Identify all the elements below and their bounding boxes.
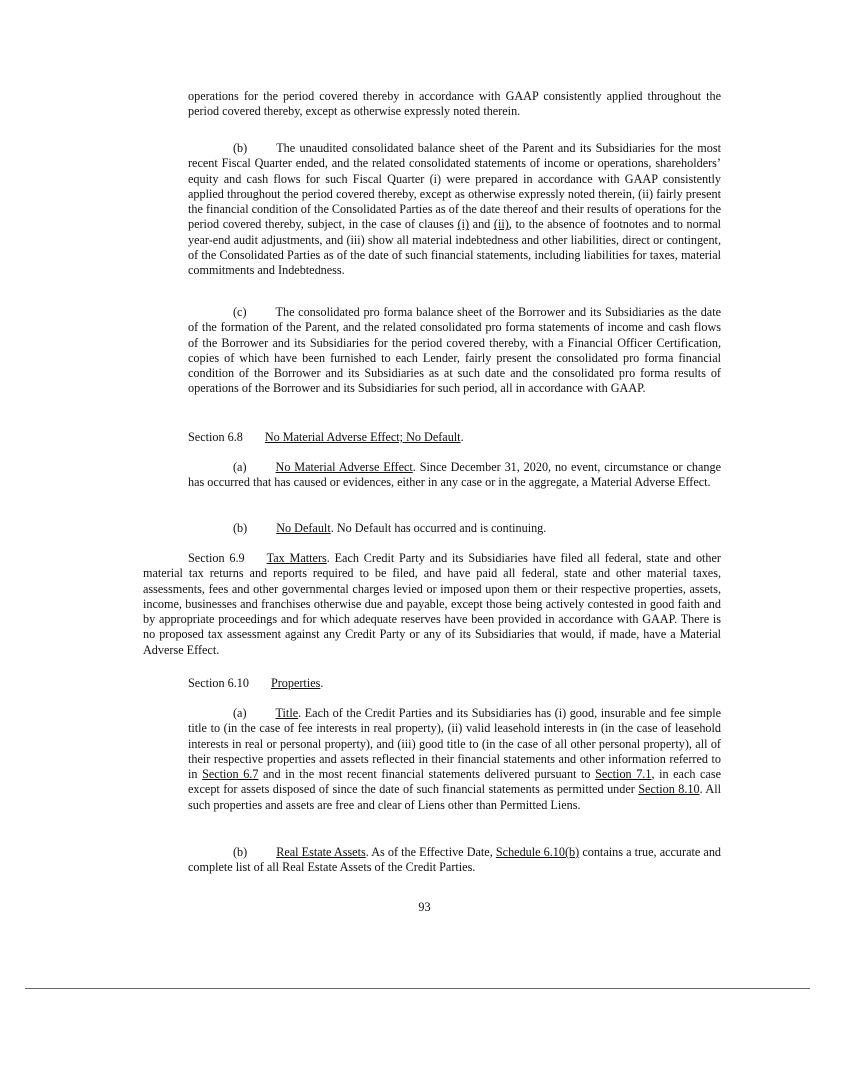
clause-ref-ii: (ii) xyxy=(493,217,509,232)
paragraph-6-9: Section 6.9 Tax Matters. Each Credit Party and its Subsidiaries have filed all federal, state and other material tax returns and reports required to be filed, and have paid all federal, state and other material taxes, assessments, fees and other governmental charges levied or imposed upon them or their respective properties, assets, income, businesses and franchises otherwise due and payable, except those being actively contested in good faith and by appropriate proceedings and for which adequate reserves have been provided in accordance with GAAP. There is no proposed tax assessment against any Credit Party or any of its Subsidiaries that would, if made, have a Material Adverse Effect. xyxy=(143,551,721,657)
paragraph-6-8-a: (a) No Material Adverse Effect. Since December 31, 2020, no event, circumstance or change has occurred that has caused or evidences, either in any case or in the aggregate, a Material Adverse Effect. xyxy=(188,460,721,490)
clause-marker: (c) xyxy=(233,305,247,319)
section-title: Properties xyxy=(270,676,321,690)
clause-marker: (b) xyxy=(233,845,248,859)
clause-marker: (b) xyxy=(233,521,248,535)
page-divider xyxy=(25,988,810,989)
paragraph-6-8-b: (b) No Default. No Default has occurred and is continuing. xyxy=(233,521,547,535)
schedule-ref: Schedule 6.10(b) xyxy=(495,845,580,859)
clause-title: Title xyxy=(275,706,299,720)
section-label: Section 6.10 xyxy=(188,676,249,690)
clause-marker: (a) xyxy=(233,460,247,474)
section-ref-6-7: Section 6.7 xyxy=(202,767,259,782)
page-number: 93 xyxy=(418,900,431,914)
section-title: Tax Matters xyxy=(266,551,327,565)
paragraph-6-7-b: (b) The unaudited consolidated balance sheet of the Parent and its Subsidiaries for the most recent Fiscal Quarter ended, and the related consolidated statements of income or operations, shareholders’ equity and cash flows for such Fiscal Quarter (i) were prepared in accordance with GAAP consistently applied throughout the period covered thereby, except as otherwise expressly noted therein, (ii) fairly present the financial condition of the Consolidated Parties as of the date thereof and their results of operations for the period covered thereby, subject, in the case of clauses (i) and (ii), to the absence of footnotes and to normal year-end audit adjustments, and (iii) show all material indebtedness and other liabilities, direct or contingent, of the Consolidated Parties as of the date of such financial statements, including liabilities for taxes, material commitments and Indebtedness. xyxy=(188,141,721,278)
paragraph-6-10-a: (a) Title. Each of the Credit Parties and its Subsidiaries has (i) good, insurable and fee simple title to (in the case of fee interests in real property), (ii) valid leasehold interests in (in the case of leasehold interests in real or personal property), and (iii) good title to (in the case of all other personal property), all of their respective properties and assets reflected in their financial statements and other information referred to in Section 6.7 and in the most recent financial statements delivered pursuant to Section 7.1, in each case except for assets disposed of since the date of such financial statements as permitted under Section 8.10. All such properties and assets are free and clear of Liens other than Permitted Liens. xyxy=(188,706,721,812)
paragraph-6-10-b: (b) Real Estate Assets. As of the Effective Date, Schedule 6.10(b) contains a true, accurate and complete list of all Real Estate Assets of the Credit Parties. xyxy=(188,845,722,875)
clause-marker: (b) xyxy=(233,141,248,155)
paragraph-6-7-c: (c) The consolidated pro forma balance sheet of the Borrower and its Subsidiaries as the date of the formation of the Parent, and the related consolidated pro forma statements of income and cash flows of the Borrower and its Subsidiaries for the period covered thereby, with a Financial Officer Certification, copies of which have been furnished to each Lender, fairly present the consolidated pro forma financial condition of the Borrower and its Subsidiaries as at such date and the consolidated pro forma results of operations of the Borrower and its Subsidiaries for such period, all in accordance with GAAP. xyxy=(188,305,721,396)
clause-title: No Default xyxy=(276,521,331,535)
section-label: Section 6.8 xyxy=(188,430,243,444)
section-ref-8-10: Section 8.10 xyxy=(638,782,700,797)
section-title: No Material Adverse Effect; No Default xyxy=(264,430,461,444)
section-6-8-heading: Section 6.8 No Material Adverse Effect; No Default. xyxy=(188,430,464,444)
section-label: Section 6.9 xyxy=(188,551,245,565)
section-6-10-heading: Section 6.10 Properties. xyxy=(188,676,324,690)
clause-marker: (a) xyxy=(233,706,247,720)
section-ref-7-1: Section 7.1 xyxy=(595,767,652,782)
paragraph-intro: operations for the period covered thereby in accordance with GAAP consistently applied throughout the period covered thereby, except as otherwise expressly noted therein. xyxy=(188,89,721,119)
clause-title: No Material Adverse Effect xyxy=(275,460,413,474)
clause-ref-i: (i) xyxy=(457,217,470,232)
clause-title: Real Estate Assets xyxy=(276,845,366,859)
